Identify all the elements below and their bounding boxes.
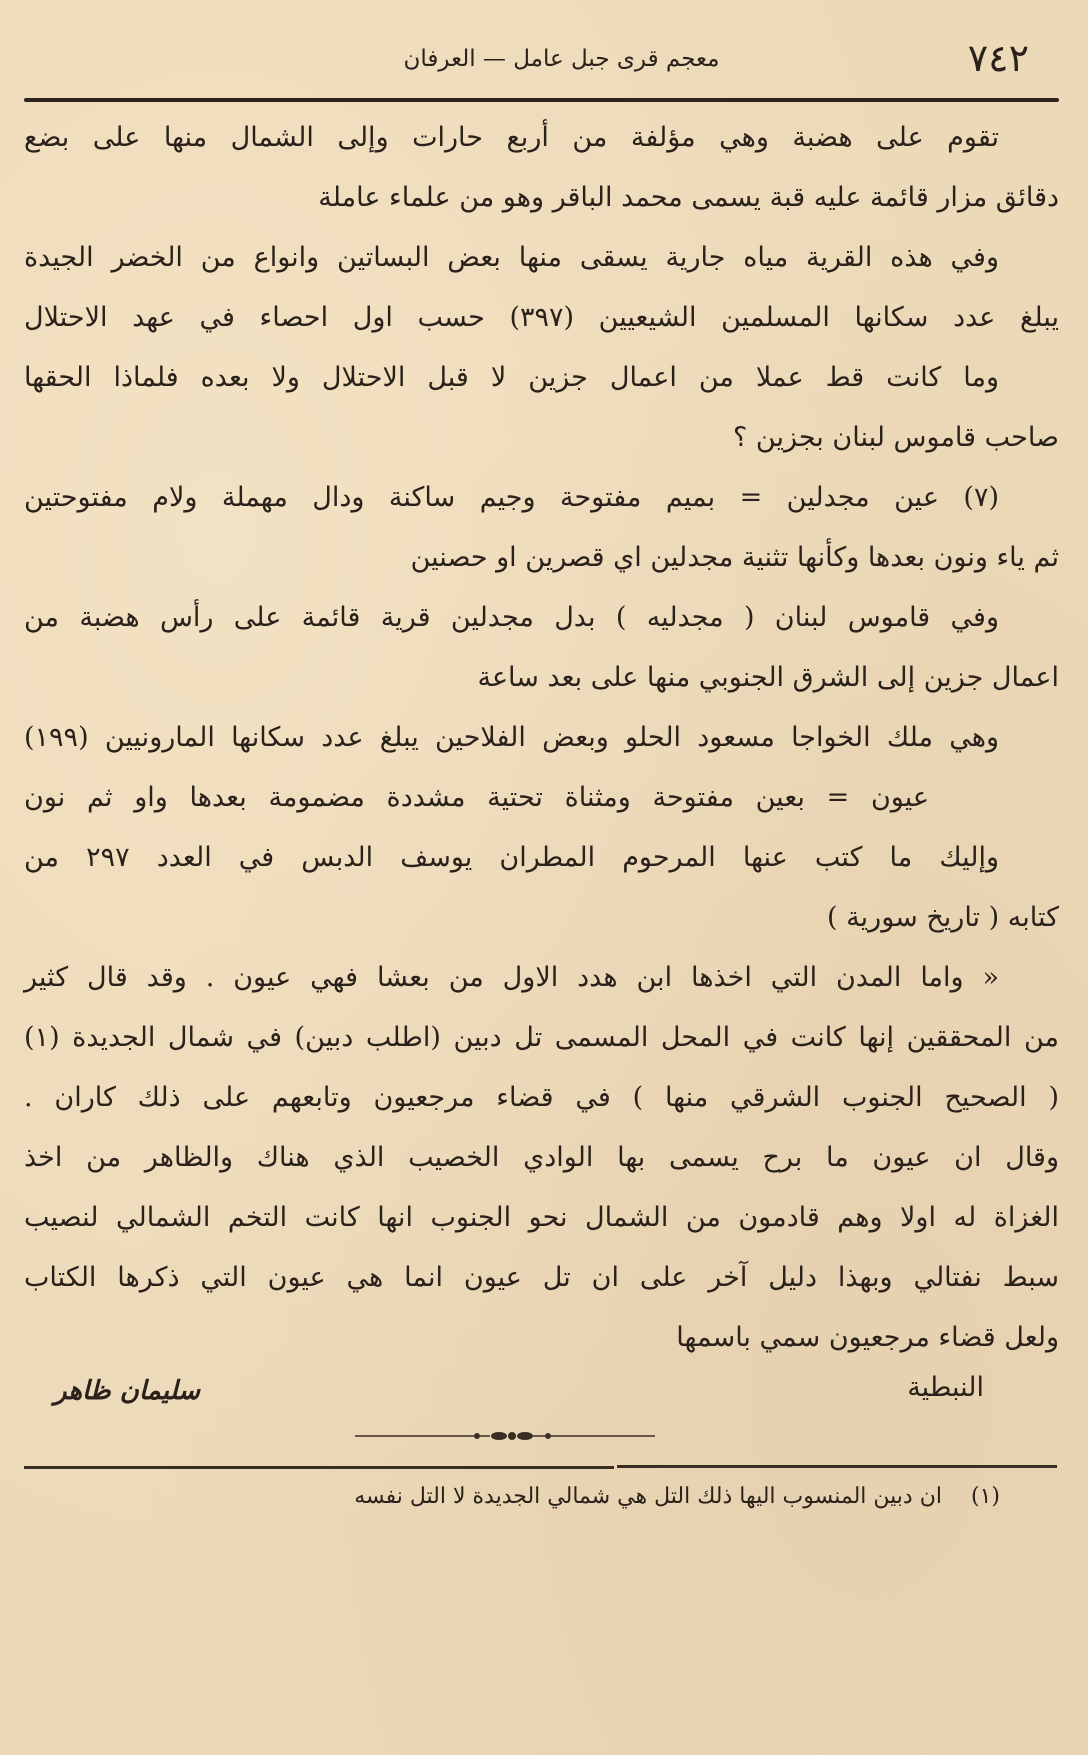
text-line: ثم ياء ونون بعدها وكأنها تثنية مجدلين اي قصرين او حصنين: [410, 542, 1059, 573]
text-line: وفي هذه القرية مياه جارية يسقى منها بعض البساتين وانواع من الخضر الجيدة: [24, 242, 999, 273]
header-rule: [24, 98, 1059, 102]
author-signature: سليمان ظاهر: [54, 1376, 201, 1406]
page-number: ٧٤٢: [967, 36, 1029, 80]
text-line: وإليك ما كتب عنها المرحوم المطران يوسف الدبس في العدد ٢٩٧ من: [24, 842, 999, 873]
footnote-text: ان دبين المنسوب اليها ذلك التل هي شمالي الجديدة لا التل نفسه: [354, 1484, 942, 1509]
text-line: كتابه ( تاريخ سورية ): [827, 902, 1059, 933]
page-header: [24, 36, 1059, 96]
entry-heading-line: (٧) عين مجدلين = بميم مفتوحة وجيم ساكنة ودال مهملة ولام مفتوحتين: [24, 482, 999, 513]
entry-heading-line: عيون = بعين مفتوحة ومثناة تحتية مشددة مضمومة بعدها واو ثم نون: [24, 782, 929, 813]
footnote-rule: [24, 1466, 614, 1469]
text-line: وهي ملك الخواجا مسعود الحلو وبعض الفلاحين يبلغ عدد سكانها المارونيين (١٩٩): [24, 722, 999, 753]
place-name: النبطية: [907, 1372, 984, 1403]
quote-line: « واما المدن التي اخذها ابن هدد الاول من بعشا فهي عيون . وقد قال كثير: [24, 962, 999, 993]
ornament-divider: [355, 1428, 655, 1442]
text-line: صاحب قاموس لبنان بجزين ؟: [732, 422, 1059, 453]
quote-line: سبط نفتالي وبهذا دليل آخر على ان تل عيون انما هي عيون التي ذكرها الكتاب: [24, 1262, 1059, 1293]
quote-line: ولعل قضاء مرجعيون سمي باسمها: [676, 1322, 1059, 1353]
quote-line: من المحققين إنها كانت في المحل المسمى تل دبين (اطلب دبين) في شمال الجديدة (١): [24, 1022, 1059, 1053]
text-line: وما كانت قط عملا من اعمال جزين لا قبل الاحتلال ولا بعده فلماذا الحقها: [24, 362, 999, 393]
footnote-rule: [617, 1465, 1057, 1468]
quote-line: وقال ان عيون ما برح يسمى بها الوادي الخصيب الذي هناك والظاهر من اخذ: [24, 1142, 1059, 1173]
text-line: دقائق مزار قائمة عليه قبة يسمى محمد الباقر وهو من علماء عاملة: [318, 182, 1059, 213]
signature-row: [24, 1372, 1024, 1422]
text-line: وفي قاموس لبنان ( مجدليه ) بدل مجدلين قرية قائمة على رأس هضبة من: [24, 602, 999, 633]
running-title: معجم قرى جبل عامل — العرفان: [403, 46, 720, 72]
text-line: اعمال جزين إلى الشرق الجنوبي منها على بعد ساعة: [477, 662, 1059, 693]
quote-line: الغزاة له اولا وهم قادمون من الشمال نحو الجنوب انها كانت التخم الشمالي لنصيب: [24, 1202, 1059, 1233]
text-line: تقوم على هضبة وهي مؤلفة من أربع حارات وإلى الشمال منها على بضع: [24, 122, 999, 153]
text-line: يبلغ عدد سكانها المسلمين الشيعيين (٣٩٧) حسب اول احصاء في عهد الاحتلال: [24, 302, 1059, 333]
footnote-marker: (١): [970, 1484, 1000, 1509]
quote-line: ( الصحيح الجنوب الشرقي منها ) في قضاء مرجعيون وتابعهم على ذلك كاران .: [24, 1082, 1059, 1113]
footnote: [354, 1484, 1000, 1509]
